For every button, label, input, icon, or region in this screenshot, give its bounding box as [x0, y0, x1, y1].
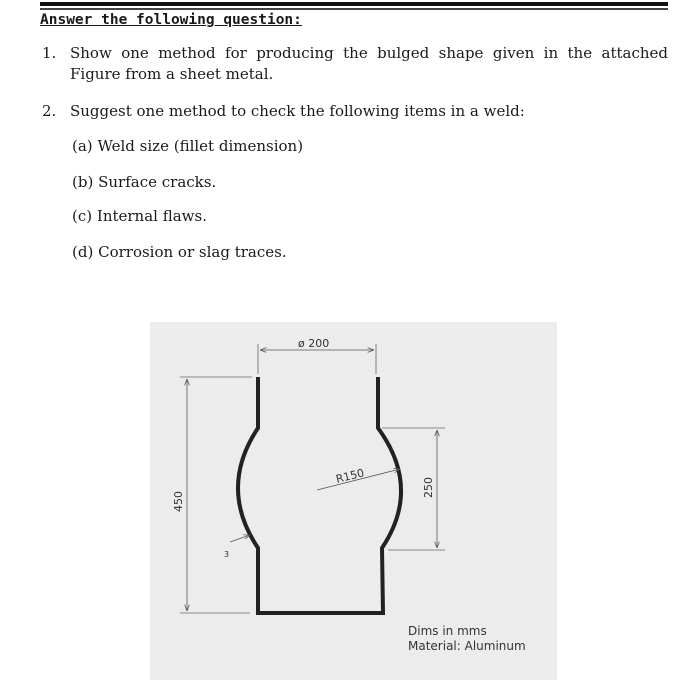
- diameter-label: ø 200: [298, 337, 330, 350]
- item-c: [72, 207, 207, 225]
- item-c-label: (c): [72, 207, 93, 225]
- item-a: [72, 137, 303, 155]
- dims-note: Dims in mms: [408, 624, 487, 638]
- question-1-line-1: Show one method for producing the bulged shape given in the attached: [70, 44, 668, 62]
- item-a-text: Weld size (fillet dimension): [97, 137, 304, 155]
- heading: Answer the following question:: [40, 12, 302, 28]
- thickness-label: 3: [224, 550, 230, 559]
- item-b: [72, 173, 216, 191]
- item-c-text: Internal flaws.: [96, 207, 207, 225]
- item-d-text: Corrosion or slag traces.: [98, 243, 287, 261]
- item-d: [72, 243, 287, 261]
- item-b-label: (b): [72, 173, 94, 191]
- bulged-shape-figure: [150, 322, 557, 680]
- item-b-text: Surface cracks.: [98, 173, 217, 191]
- top-rule-thin: [40, 8, 668, 10]
- radius-label: R150: [334, 466, 366, 486]
- figure-drawing: [150, 322, 557, 680]
- question-1-number: 1.: [42, 44, 57, 62]
- material-note: Material: Aluminum: [408, 639, 526, 653]
- item-d-label: (d): [72, 243, 94, 261]
- item-a-label: (a): [72, 137, 93, 155]
- question-2-text: Suggest one method to check the following items in a weld:: [70, 102, 525, 120]
- top-rule: [40, 2, 668, 6]
- question-1-line-2: Figure from a sheet metal.: [70, 65, 274, 83]
- height-label: 450: [172, 491, 185, 512]
- shape-outline: [238, 377, 401, 613]
- question-2-number: 2.: [42, 102, 57, 120]
- bulge-height-label: 250: [422, 477, 435, 498]
